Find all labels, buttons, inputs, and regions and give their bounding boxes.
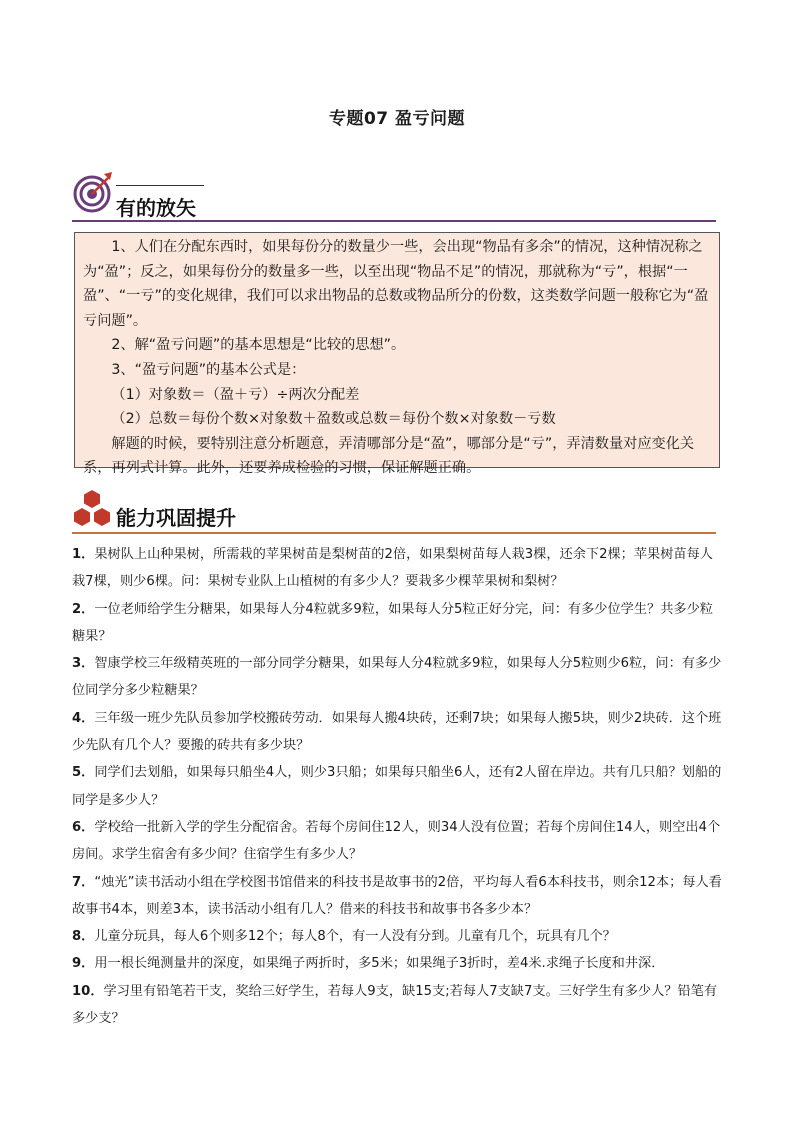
question-item	[72, 759, 722, 814]
question-number: 8．	[72, 929, 95, 945]
question-number: 4．	[72, 710, 95, 726]
hexagon-icon	[72, 488, 112, 538]
question-number: 7．	[72, 874, 95, 890]
question-list	[72, 541, 722, 1032]
section-header-goals	[72, 170, 716, 224]
question-text: 用一根长绳测量井的深度，如果绳子两折时，多5米；如果绳子3折时，差4米.求绳子长度和井深．	[94, 956, 665, 972]
section-divider	[72, 220, 716, 222]
section-header-practice	[72, 488, 716, 538]
question-number: 10．	[72, 983, 104, 999]
formula-line: （1）对象数＝（盈＋亏）÷两次分配差	[111, 386, 360, 403]
question-item	[72, 650, 722, 705]
section-divider	[72, 532, 716, 534]
question-text: 学校给一批新入学的学生分配宿舍。若每个房间住12人，则34人没有位置；若每个房间住14人，则空出4个房间。求学生宿舍有多少间？住宿学生有多少人？	[72, 819, 721, 863]
question-number: 2．	[72, 601, 95, 617]
question-item	[72, 923, 722, 950]
question-number: 5．	[72, 765, 95, 781]
header-overline	[116, 185, 204, 186]
target-icon	[72, 170, 114, 218]
question-text: 三年级一班少先队员参加学校搬砖劳动．如果每人搬4块砖，还剩7块；如果每人搬5块，则少2块砖．这个班少先队有几个人？要搬的砖共有多少块？	[72, 710, 722, 754]
question-item	[72, 705, 722, 760]
question-item	[72, 978, 722, 1033]
key-point-paragraph: 1、人们在分配东西时，如果每份分的数量少一些，会出现“物品有多余”的情况，这种情况称之为“盈”；反之，如果每份分的数量多一些，以至出现“物品不足”的情况，那就称为“亏”，根据“一盈”、“一亏”的变化规律，我们可以求出物品的总数或物品所分的份数，这类数学问题一般称它为“盈亏问题”。	[83, 239, 709, 329]
question-item	[72, 596, 722, 651]
question-number: 9．	[72, 956, 95, 972]
question-item	[72, 950, 722, 977]
question-number: 3．	[72, 656, 95, 672]
key-point-paragraph: 3、“盈亏问题”的基本公式是：	[111, 361, 306, 378]
question-text: 儿童分玩具，每人6个则多12个；每人8个，有一人没有分到。儿童有几个，玩具有几个？	[94, 929, 616, 945]
section-title-practice: 能力巩固提升	[116, 506, 236, 530]
question-item	[72, 814, 722, 869]
question-number: 1．	[72, 547, 95, 562]
formula-line: （2）总数＝每份个数×对象数＋盈数或总数＝每份个数×对象数－亏数	[111, 411, 556, 428]
key-points-box	[74, 232, 720, 477]
question-text: 一位老师给学生分糖果，如果每人分4粒就多9粒，如果每人分5粒正好分完，问：有多少位学生？共多少粒糖果？	[72, 601, 713, 644]
key-point-paragraph: 2、解“盈亏问题”的基本思想是“比较的思想”。	[111, 337, 406, 354]
page-title: 专题07 盈亏问题	[328, 109, 466, 129]
question-text: 学习里有铅笔若干支，奖给三好学生，若每人9支，缺15支;若每人7支缺7支。三好学生有多少人？铅笔有多少支？	[72, 983, 717, 1027]
question-text: “烛光”读书活动小组在学校图书馆借来的科技书是故事书的2倍，平均每人看6本科技书，则余12本；每人看故事书4本，则差3本，读书活动小组有几人？借来的科技书和故事书各多少本？	[72, 874, 722, 917]
question-number: 6．	[72, 819, 95, 835]
section-title-goals: 有的放矢	[116, 196, 196, 220]
question-item	[72, 869, 722, 924]
question-text: 智康学校三年级精英班的一部分同学分糖果，如果每人分4粒就多9粒，如果每人分5粒则少6粒，问：有多少位同学分多少粒糖果？	[72, 656, 722, 699]
question-text: 果树队上山种果树，所需栽的苹果树苗是梨树苗的2倍，如果梨树苗每人栽3棵，还余下2棵；苹果树苗每人栽7棵，则少6棵。问：果树专业队上山植树的有多少人？要栽多少棵苹果树和梨树？	[72, 547, 713, 590]
key-point-paragraph: 解题的时候，要特别注意分析题意，弄清哪部分是“盈”，哪部分是“亏”，弄清数量对应变化关系，再列式计算。此外，还要养成检验的习惯，保证解题正确。	[83, 435, 695, 477]
question-item	[72, 541, 722, 596]
question-text: 同学们去划船，如果每只船坐4人，则少3只船；如果每只船坐6人，还有2人留在岸边。共有几只船？划船的同学是多少人？	[72, 765, 722, 808]
